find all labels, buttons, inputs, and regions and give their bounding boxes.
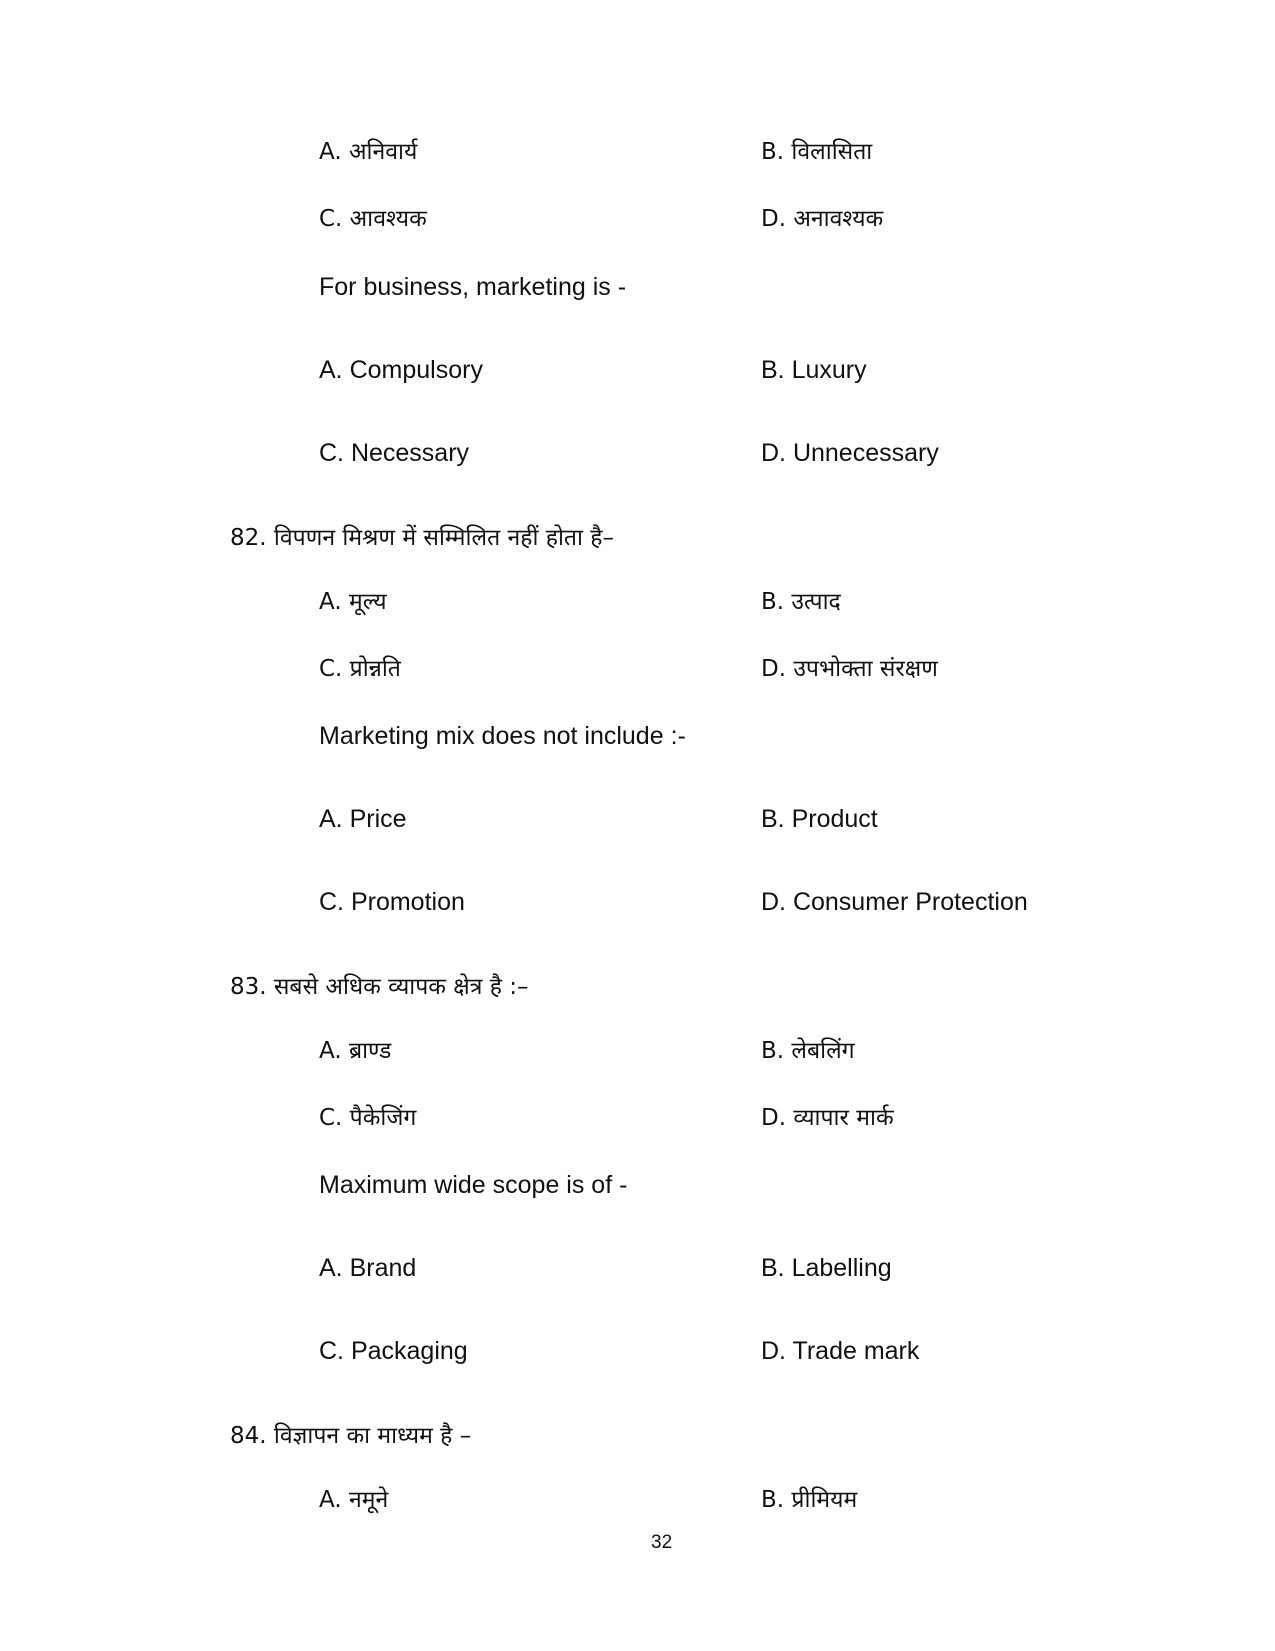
q84-option-a-hindi: A. नमूने	[319, 1487, 389, 1513]
option-b-english: B. Luxury	[761, 356, 867, 384]
q82-option-a-english: A. Price	[319, 805, 407, 833]
question-82-hindi: 82. विपणन मिश्रण में सम्मिलित नहीं होता है–	[230, 525, 615, 551]
question-83-hindi: 83. सबसे अधिक व्यापक क्षेत्र है :–	[230, 974, 529, 1000]
q82-option-c-english: C. Promotion	[319, 888, 465, 916]
q84-option-b-hindi: B. प्रीमियम	[761, 1487, 858, 1513]
q82-option-c-hindi: C. प्रोन्नति	[319, 656, 401, 682]
q82-option-b-hindi: B. उत्पाद	[761, 589, 841, 615]
q82-option-d-hindi: D. उपभोक्ता संरक्षण	[761, 656, 938, 682]
q82-option-b-english: B. Product	[761, 805, 878, 833]
q82-option-a-hindi: A. मूल्य	[319, 589, 387, 615]
question-84-hindi: 84. विज्ञापन का माध्यम है –	[230, 1423, 472, 1449]
q83-option-a-hindi: A. ब्राण्ड	[319, 1038, 392, 1064]
option-c-english: C. Necessary	[319, 439, 470, 467]
question-english: For business, marketing is -	[319, 273, 627, 301]
q82-option-d-english: D. Consumer Protection	[761, 888, 1028, 916]
q83-option-d-hindi: D. व्यापार मार्क	[761, 1105, 894, 1131]
q83-option-c-hindi: C. पैकेजिंग	[319, 1105, 417, 1131]
q83-option-b-hindi: B. लेबलिंग	[761, 1038, 855, 1064]
question-83-english: Maximum wide scope is of -	[319, 1171, 628, 1199]
option-a-english: A. Compulsory	[319, 356, 483, 384]
q83-option-d-english: D. Trade mark	[761, 1337, 920, 1365]
q83-option-b-english: B. Labelling	[761, 1254, 892, 1282]
option-d-english: D. Unnecessary	[761, 439, 939, 467]
option-c-hindi: C. आवश्यक	[319, 206, 427, 232]
option-b-hindi: B. विलासिता	[761, 139, 873, 165]
option-a-hindi: A. अनिवार्य	[319, 139, 418, 165]
question-82-english: Marketing mix does not include :-	[319, 722, 686, 750]
page-number: 32	[651, 1532, 673, 1553]
q83-option-a-english: A. Brand	[319, 1254, 417, 1282]
q83-option-c-english: C. Packaging	[319, 1337, 468, 1365]
option-d-hindi: D. अनावश्यक	[761, 206, 884, 232]
